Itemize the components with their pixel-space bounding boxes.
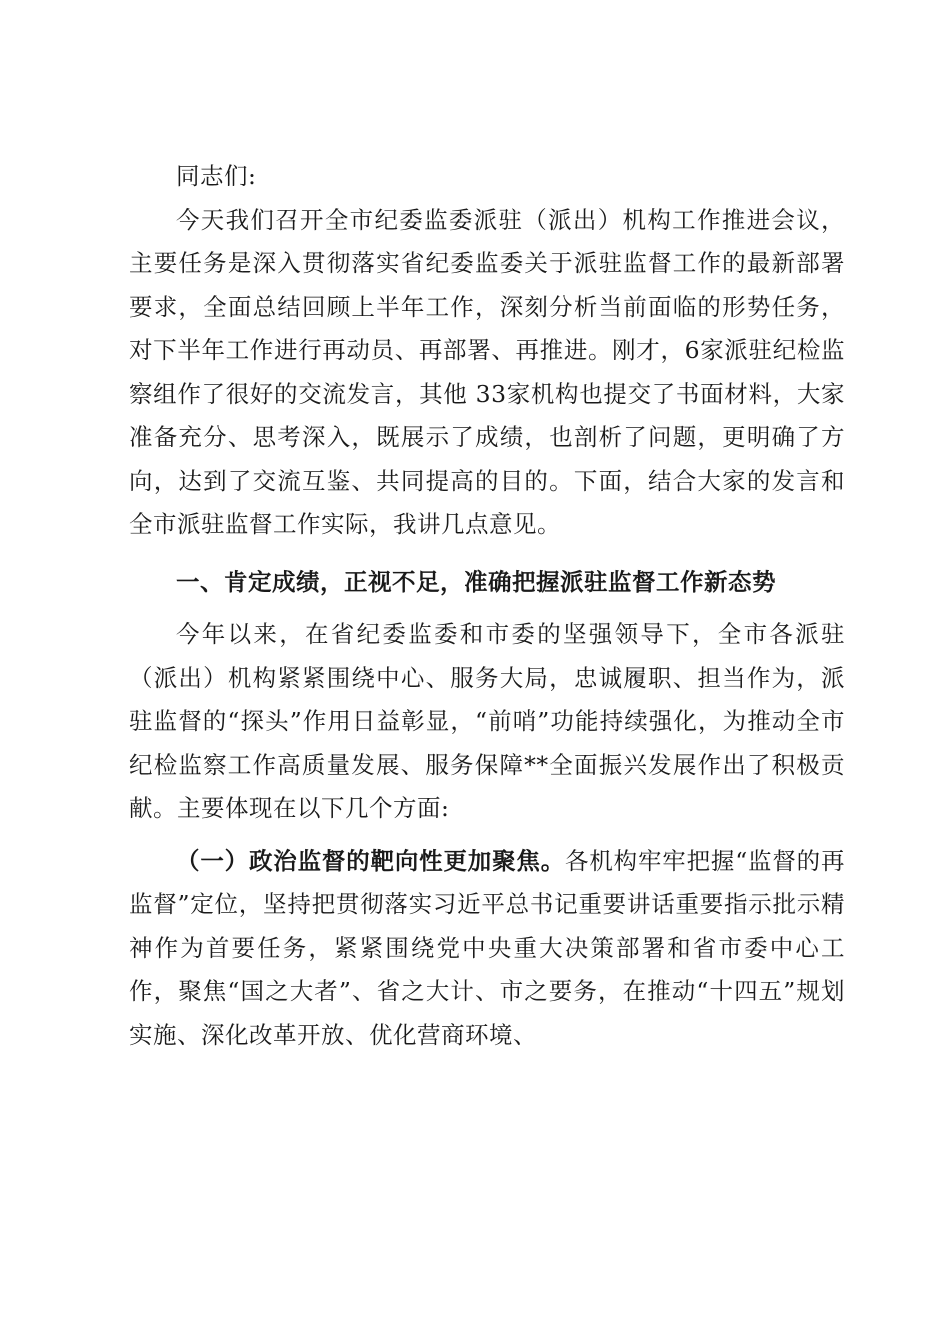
- subsection-1-body: 各机构牢牢把握“监督的再监督”定位，坚持把贯彻落实习近平总书记重要讲话重要指示批示精神作为首要任务，紧紧围绕党中央重大决策部署和省市委中心工作，聚焦“国之大者”、省之大计、市之要务，在推动“十四五”规划实施、深化改革开放、优化营商环境、: [129, 846, 846, 1049]
- section-1-heading: 一、肯定成绩，正视不足，准确把握派驻监督工作新态势: [176, 567, 776, 596]
- section-1-paragraph: 今年以来，在省纪委监委和市委的坚强领导下，全市各派驻（派出）机构紧紧围绕中心、服务大局，忠诚履职、担当作为，派驻监督的“探头”作用日益彰显，“前哨”功能持续强化，为推动全市纪检监察工作高质量发展、服务保障**全面振兴发展作出了积极贡献。主要体现在以下几个方面:: [129, 620, 845, 822]
- salutation: 同志们:: [176, 162, 257, 190]
- subsection-1-paragraph: [129, 840, 845, 1058]
- document-body: [129, 155, 845, 1057]
- subsection-1-lead: （一）政治监督的靶向性更加聚焦。: [176, 846, 566, 875]
- intro-paragraph: 今天我们召开全市纪委监委派驻（派出）机构工作推进会议，主要任务是深入贯彻落实省纪委监委关于派驻监督工作的最新部署要求，全面总结回顾上半年工作，深刻分析当前面临的形势任务，对下半年工作进行再动员、再部署、再推进。刚才，6家派驻纪检监察组作了很好的交流发言，其他 33家机构也提交了书面材料，大家准备充分、思考深入，既展示了成绩，也剖析了问题，更明确了方向，达到了交流互鉴、共同提高的目的。下面，结合大家的发言和全市派驻监督工作实际，我讲几点意见。: [129, 205, 845, 538]
